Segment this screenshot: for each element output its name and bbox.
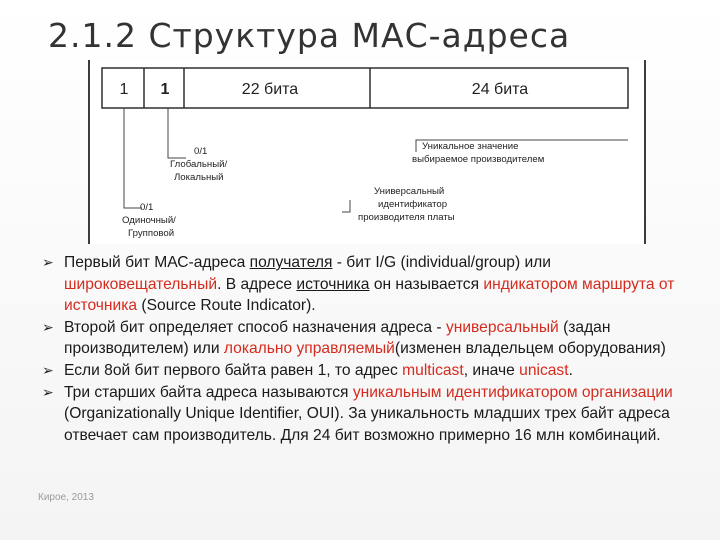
- bullet-underlined: получателя: [249, 254, 333, 271]
- bullet-highlight: широковещательный: [64, 275, 218, 293]
- slide-footer: Кирое, 2013: [38, 492, 94, 503]
- bullet-highlight: unicast: [519, 361, 569, 379]
- bullet-item-gl-bit: [40, 317, 712, 360]
- bullet-text: Второй бит определяет способ назначения адреса -: [64, 318, 446, 336]
- bullet-list: [40, 252, 712, 446]
- arrow-bullet-icon: ➢: [42, 361, 54, 378]
- oui-bracket: [342, 200, 350, 212]
- field-24-bits: 24 бита: [471, 81, 529, 98]
- slide-title: 2.1.2 Структура МАС-адреса: [48, 16, 571, 55]
- bullet-highlight: универсальный: [445, 318, 559, 336]
- arrow-bullet-icon: ➢: [42, 318, 54, 335]
- bullet-text: Если 8ой бит первого байта равен 1, то адрес: [64, 361, 403, 379]
- bullet-highlight: индикатором маршрута от источника: [64, 275, 675, 315]
- bullet-item-ig-bit: [40, 252, 712, 317]
- uniq-label-2: выбираемое производителем: [412, 154, 545, 165]
- uniq-label-1: Уникальное значение: [422, 141, 519, 152]
- bullet-text: (Organizationally Unique Identifier, OUI). За уникальность младших трех байт адреса отвечает сам производитель. Для 24 бит возможно примерно 16 млн комбинаций.: [64, 405, 670, 444]
- bullet-text: . В адресе: [217, 275, 297, 293]
- mac-address-diagram: [88, 60, 646, 244]
- figure-frame-left: [88, 60, 90, 244]
- ig-label-2: Групповой: [128, 228, 175, 239]
- field-ig-bit: 1: [119, 81, 129, 98]
- bullet-text: Три старших байта адреса называются: [64, 383, 353, 401]
- bullet-item-oui: [40, 382, 712, 447]
- mac-address-diagram-svg: [88, 60, 646, 244]
- ig-connector: [124, 108, 142, 208]
- bullet-text: (задан производителем) или: [64, 318, 611, 358]
- gl-label-2: Локальный: [174, 172, 224, 183]
- bullet-highlight: multicast: [402, 361, 464, 379]
- figure-frame-right: [644, 60, 646, 244]
- mac-field-row: [102, 68, 628, 108]
- arrow-bullet-icon: ➢: [42, 254, 54, 270]
- oui-label-2: идентификатор: [378, 199, 448, 210]
- bullet-text: (Source Route Indicator).: [137, 297, 316, 315]
- oui-label-1: Универсальный: [374, 186, 445, 197]
- bullet-text: Первый бит МАС-адреса: [64, 254, 250, 271]
- bullet-text: он называется: [369, 275, 484, 293]
- bullet-text: , иначе: [463, 361, 520, 379]
- field-gl-bit: 1: [160, 81, 170, 98]
- bullet-highlight: локально управляемый: [223, 340, 395, 358]
- bullet-text: - бит I/G (individual/group) или: [332, 254, 551, 271]
- field-22-bits: 22 бита: [241, 81, 299, 98]
- oui-label-3: производителя платы: [358, 212, 455, 223]
- bullet-underlined: источника: [296, 275, 370, 293]
- bullet-text: .: [568, 361, 573, 379]
- ig-label-1: Одиночный/: [122, 215, 176, 226]
- ig-value: 0/1: [140, 202, 154, 213]
- bullet-highlight: уникальным идентификатором организации: [352, 383, 673, 401]
- bullet-item-multicast: [40, 360, 712, 382]
- gl-value: 0/1: [194, 146, 208, 157]
- arrow-bullet-icon: ➢: [42, 383, 54, 400]
- bullet-text: (изменен владельцем оборудования): [394, 340, 666, 358]
- gl-label-1: Глобальный/: [170, 159, 228, 170]
- gl-connector: [168, 108, 186, 158]
